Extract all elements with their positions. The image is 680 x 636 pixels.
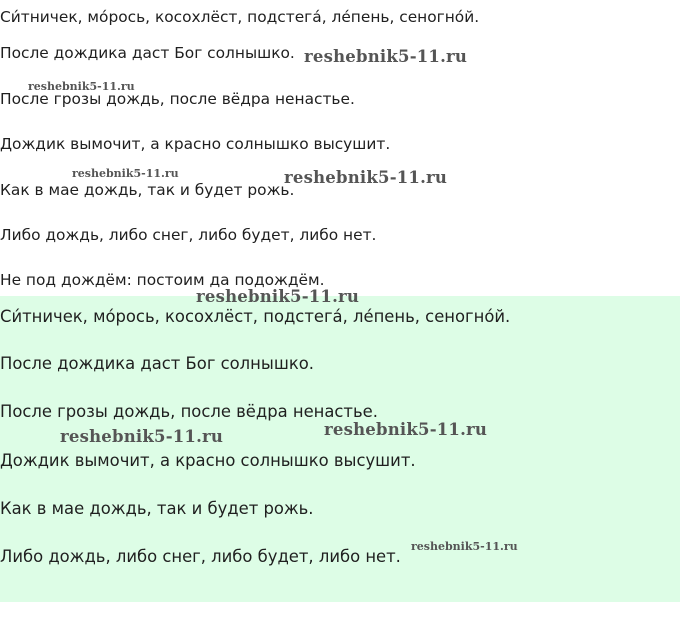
text-line: Дождик вымочит, а красно солнышко высушит. [0, 135, 391, 153]
text-line: Си́тничек, мо́рось, косохлёст, подстега́, ле́пень, сеногно́й. [0, 307, 511, 326]
text-line: Либо дождь, либо снег, либо будет, либо нет. [0, 547, 401, 566]
watermark: reshebnik5-11.ru [324, 420, 488, 439]
watermark: reshebnik5-11.ru [196, 287, 360, 306]
watermark: reshebnik5-11.ru [60, 427, 224, 446]
text-line: После грозы дождь, после вёдра ненастье. [0, 90, 355, 108]
text-line: Как в мае дождь, так и будет рожь. [0, 181, 295, 199]
proverbs-list-highlighted [0, 296, 680, 602]
text-line: Либо дождь, либо снег, либо будет, либо нет. [0, 226, 377, 244]
watermark: reshebnik5-11.ru [72, 167, 179, 180]
text-line: После дождика даст Бог солнышко. [0, 354, 314, 373]
text-line: Си́тничек, мо́рось, косохлёст, подстега́, ле́пень, сеногно́й. [0, 8, 480, 26]
watermark: reshebnik5-11.ru [304, 47, 468, 66]
text-line: После грозы дождь, после вёдра ненастье. [0, 402, 378, 421]
watermark: reshebnik5-11.ru [284, 168, 448, 187]
text-line: Дождик вымочит, а красно солнышко высушит. [0, 451, 416, 470]
text-line: Не под дождём: постоим да подождём. [0, 271, 325, 289]
text-line: Как в мае дождь, так и будет рожь. [0, 499, 314, 518]
watermark: reshebnik5-11.ru [411, 540, 518, 553]
watermark: reshebnik5-11.ru [28, 80, 135, 93]
text-line: После дождика даст Бог солнышко. [0, 44, 295, 62]
